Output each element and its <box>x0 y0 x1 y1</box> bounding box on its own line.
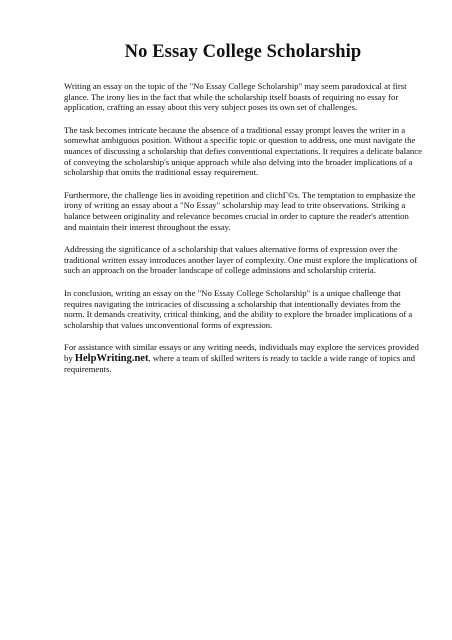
brand-name: HelpWriting.net <box>74 352 149 364</box>
closing-text-before: For assistance with similar essays or any writing needs, individuals may explore the services provided by <box>64 342 419 363</box>
paragraph-closing <box>64 342 422 375</box>
paragraph-conclusion: In conclusion, writing an essay on the "No Essay College Scholarship" is a unique challenge that requires navigating the intricacies of discussing a scholarship that intentionally deviates from the norm. It demands creativity, critical thinking, and the ability to explore the broader implications of a scholarship that values unconventional forms of expression. <box>64 287 413 330</box>
paragraph-intro: Writing an essay on the topic of the "No Essay College Scholarship" may seem paradoxical at first glance. The irony lies in the fact that while the scholarship itself boasts of requiring no essay for application, crafting an essay about this very subject poses its own set of challenges. <box>64 81 407 113</box>
paragraph-task: The task becomes intricate because the absence of a traditional essay prompt leaves the writer in a somewhat ambiguous position. Without a specific topic or question to address, one must navigate the nuances of discussing a scholarship that defies conventional expectations. It requires a delicate balance of conveying the scholarship's unique approach while also delving into the broader implications of a scholarship that omits the traditional essay requirement. <box>64 124 422 178</box>
paragraph-significance: Addressing the significance of a scholarship that values alternative forms of expression over the traditional written essay introduces another layer of complexity. One must explore the implications of such an approach on the broader landscape of college admissions and scholarship criteria. <box>64 244 418 276</box>
closing-text-after: , where a team of skilled writers is ready to tackle a wide range of topics and requirements. <box>64 352 416 375</box>
document-title: No Essay College Scholarship <box>124 42 362 62</box>
paragraph-repetition: Furthermore, the challenge lies in avoiding repetition and clichГ©s. The temptation to emphasize the irony of writing an essay about a "No Essay" scholarship may lead to trite observations. Striking a balance between originality and relevance becomes crucial in order to capture the reader's attention and maintain their interest throughout the essay. <box>64 189 416 232</box>
